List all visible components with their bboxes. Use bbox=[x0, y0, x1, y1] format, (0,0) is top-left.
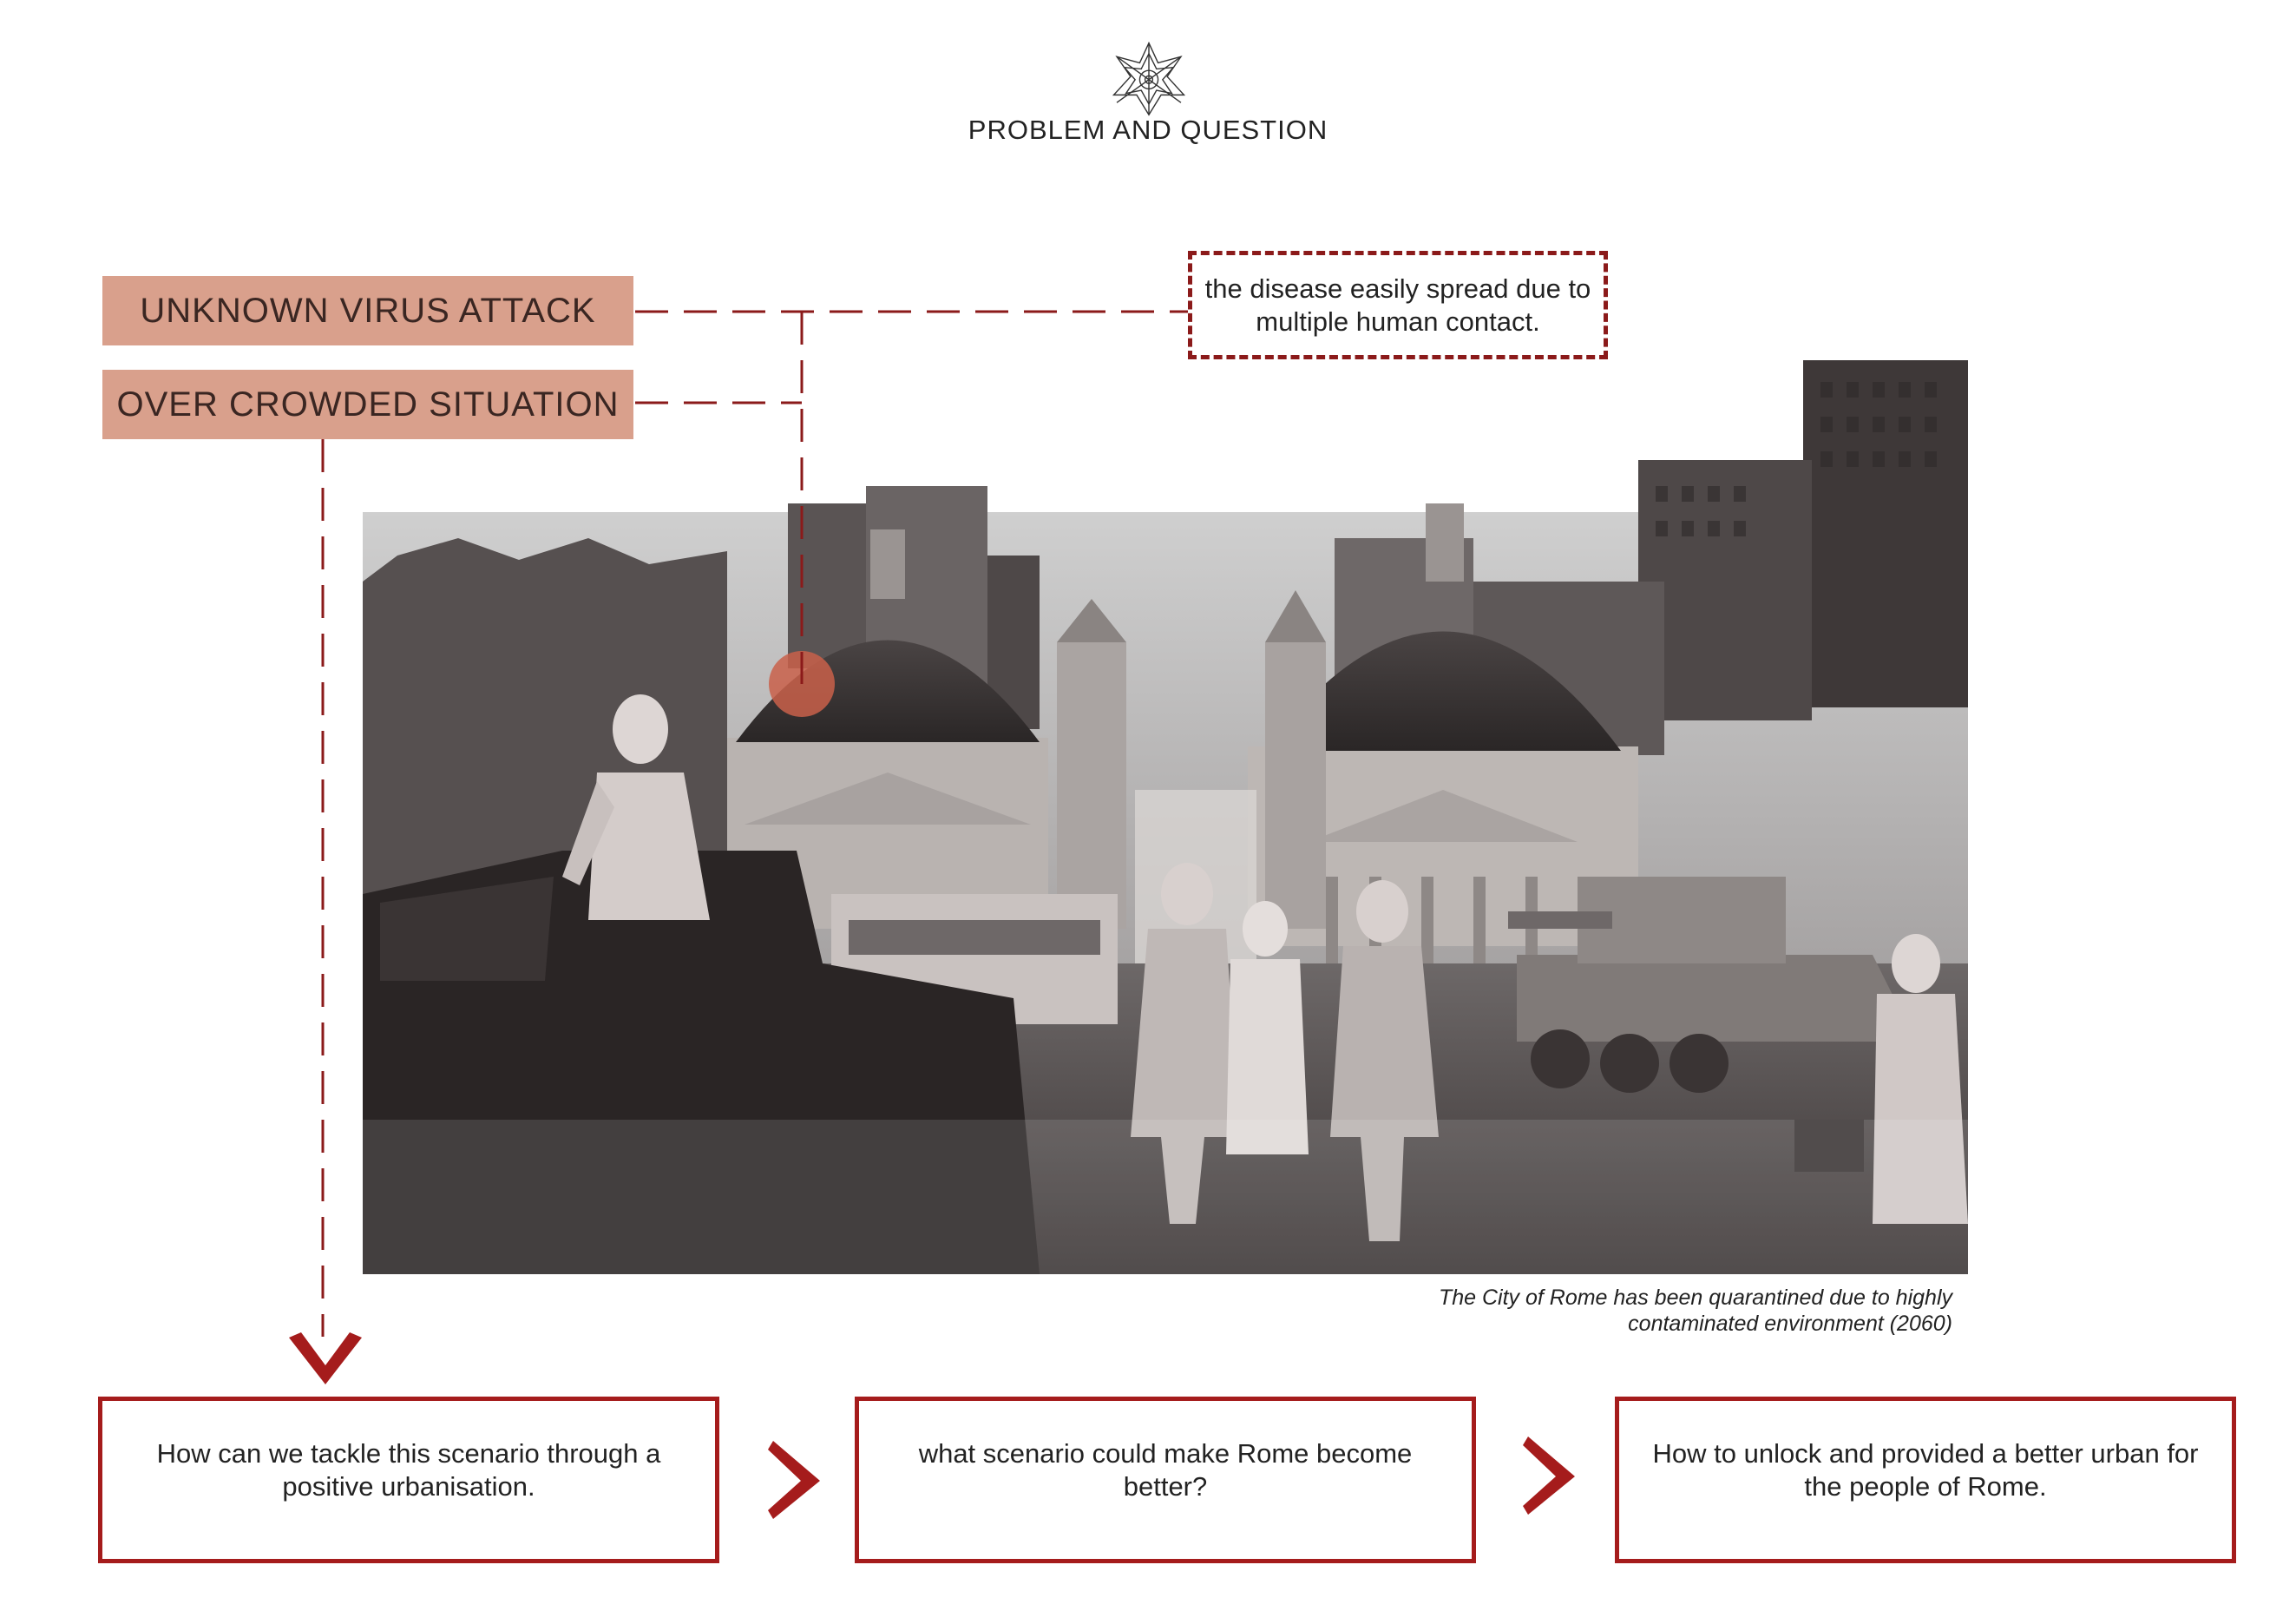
label-unknown-virus-attack: UNKNOWN VIRUS ATTACK bbox=[102, 276, 633, 345]
page-title: PROBLEM AND QUESTION bbox=[968, 115, 1328, 145]
mandala-logo-icon bbox=[1111, 40, 1187, 116]
image-caption bbox=[1215, 1285, 1952, 1337]
chevron-right-icon bbox=[768, 1441, 820, 1519]
hotspot-marker bbox=[769, 651, 835, 717]
callout-text: the disease easily spread due to multiple human contact. bbox=[1204, 273, 1591, 337]
question-text: what scenario could make Rome become better? bbox=[918, 1438, 1413, 1502]
disease-spread-callout bbox=[1188, 251, 1608, 359]
label-over-crowded-situation: OVER CROWDED SITUATION bbox=[102, 370, 633, 439]
question-box-2 bbox=[855, 1397, 1476, 1563]
quarantined-rome-scene bbox=[363, 356, 1968, 1274]
caption-line-1: The City of Rome has been quarantined due to highly bbox=[1438, 1285, 1952, 1310]
question-box-3 bbox=[1615, 1397, 2236, 1563]
chevron-right-icon bbox=[1523, 1437, 1575, 1515]
question-box-1 bbox=[98, 1397, 719, 1563]
building bbox=[1803, 360, 1968, 707]
building bbox=[788, 503, 866, 668]
question-text: How can we tackle this scenario through a positive urbanisation. bbox=[156, 1438, 661, 1502]
question-text: How to unlock and provided a better urban for the people of Rome. bbox=[1652, 1438, 2199, 1502]
arrow-down-icon bbox=[289, 1332, 362, 1384]
caption-line-2: contaminated environment (2060) bbox=[1628, 1312, 1952, 1336]
